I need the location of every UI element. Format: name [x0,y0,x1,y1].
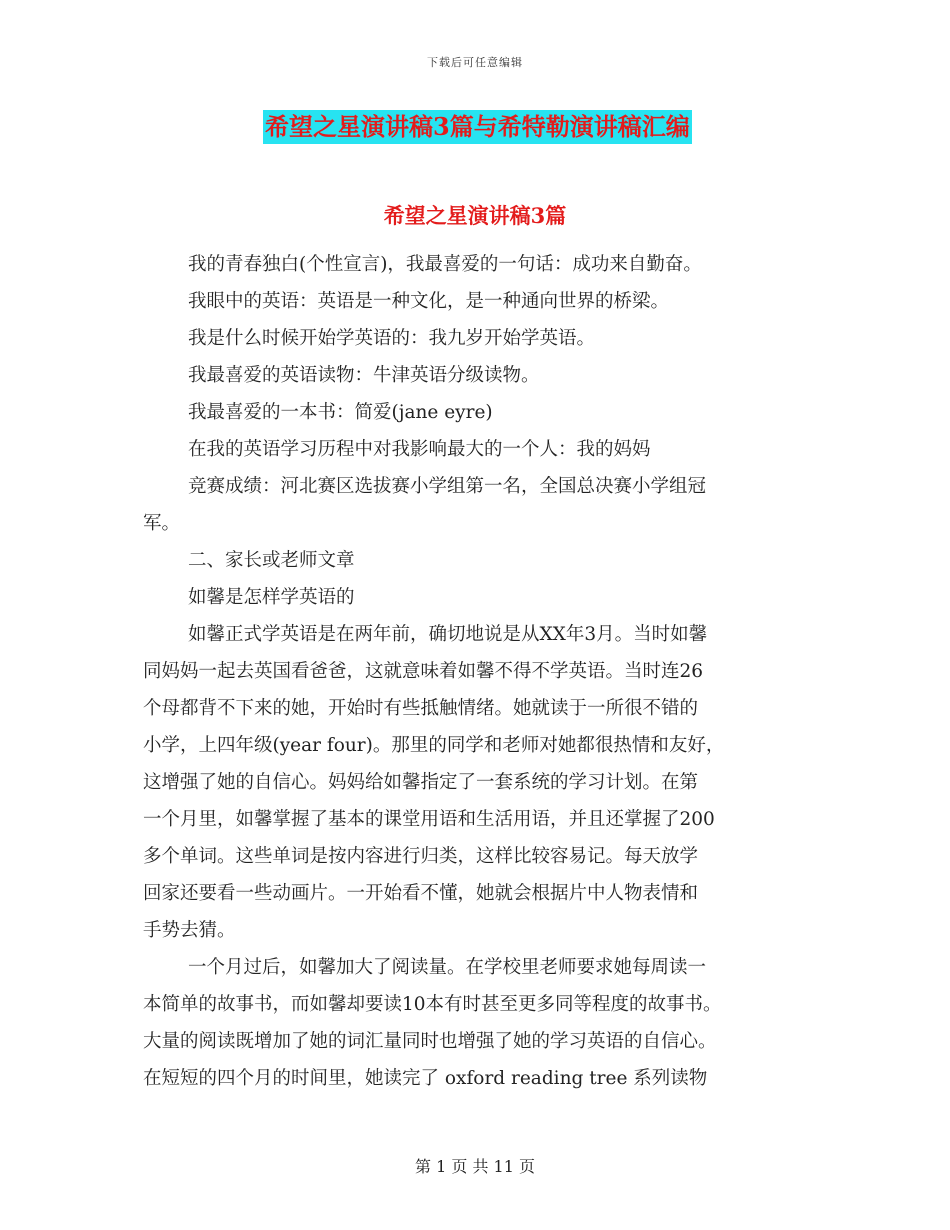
header-note: 下载后可任意编辑 [427,56,523,69]
text-line: 回家还要看一些动画片。一开始看不懂，她就会根据片中人物表情和 [143,883,699,904]
text-line: 同妈妈一起去英国看爸爸，这就意味着如馨不得不学英语。当时连26 [143,661,704,682]
text-line: 一个月里，如馨掌握了基本的课堂用语和生活用语，并且还掌握了200 [143,809,715,830]
text-line: 我的青春独白(个性宣言)，我最喜爱的一句话：成功来自勤奋。 [188,254,702,275]
text-line: 在我的英语学习历程中对我影响最大的一个人：我的妈妈 [188,439,651,460]
section-title: 希望之星演讲稿3篇 [383,203,567,228]
text-line: 我最喜爱的一本书：简爱(jane eyre) [188,402,493,423]
text-line: 一个月过后，如馨加大了阅读量。在学校里老师要求她每周读一 [188,957,707,978]
text-line: 我最喜爱的英语读物：牛津英语分级读物。 [188,365,540,386]
text-line: 小学，上四年级(year four)。那里的同学和老师对她都很热情和友好， [143,735,725,756]
text-line: 本简单的故事书，而如馨却要读10本有时甚至更多同等程度的故事书。 [143,994,722,1015]
text-line: 大量的阅读既增加了她的词汇量同时也增强了她的学习英语的自信心。 [143,1031,717,1052]
text-line: 在短短的四个月的时间里，她读完了 oxford reading tree 系列读物 [143,1068,708,1089]
main-title: 希望之星演讲稿3篇与希特勒演讲稿汇编 [263,110,692,144]
text-line: 我是什么时候开始学英语的：我九岁开始学英语。 [188,328,596,349]
text-line: 二、家长或老师文章 [188,550,355,571]
text-line: 如馨是怎样学英语的 [188,587,355,608]
text-line: 竞赛成绩：河北赛区选拔赛小学组第一名，全国总决赛小学组冠 [188,476,707,497]
body-text [143,246,823,1097]
text-line: 我眼中的英语：英语是一种文化，是一种通向世界的桥梁。 [188,291,670,312]
text-line: 多个单词。这些单词是按内容进行归类，这样比较容易记。每天放学 [143,846,699,867]
text-line: 如馨正式学英语是在两年前，确切地说是从XX年3月。当时如馨 [188,624,708,645]
text-line: 手势去猜。 [143,920,236,941]
text-line: 个母都背不下来的她，开始时有些抵触情绪。她就读于一所很不错的 [143,698,699,719]
text-line: 这增强了她的自信心。妈妈给如馨指定了一套系统的学习计划。在第 [143,772,699,793]
text-line: 军。 [143,513,181,534]
page-footer: 第 1 页 共 11 页 [415,1157,535,1176]
